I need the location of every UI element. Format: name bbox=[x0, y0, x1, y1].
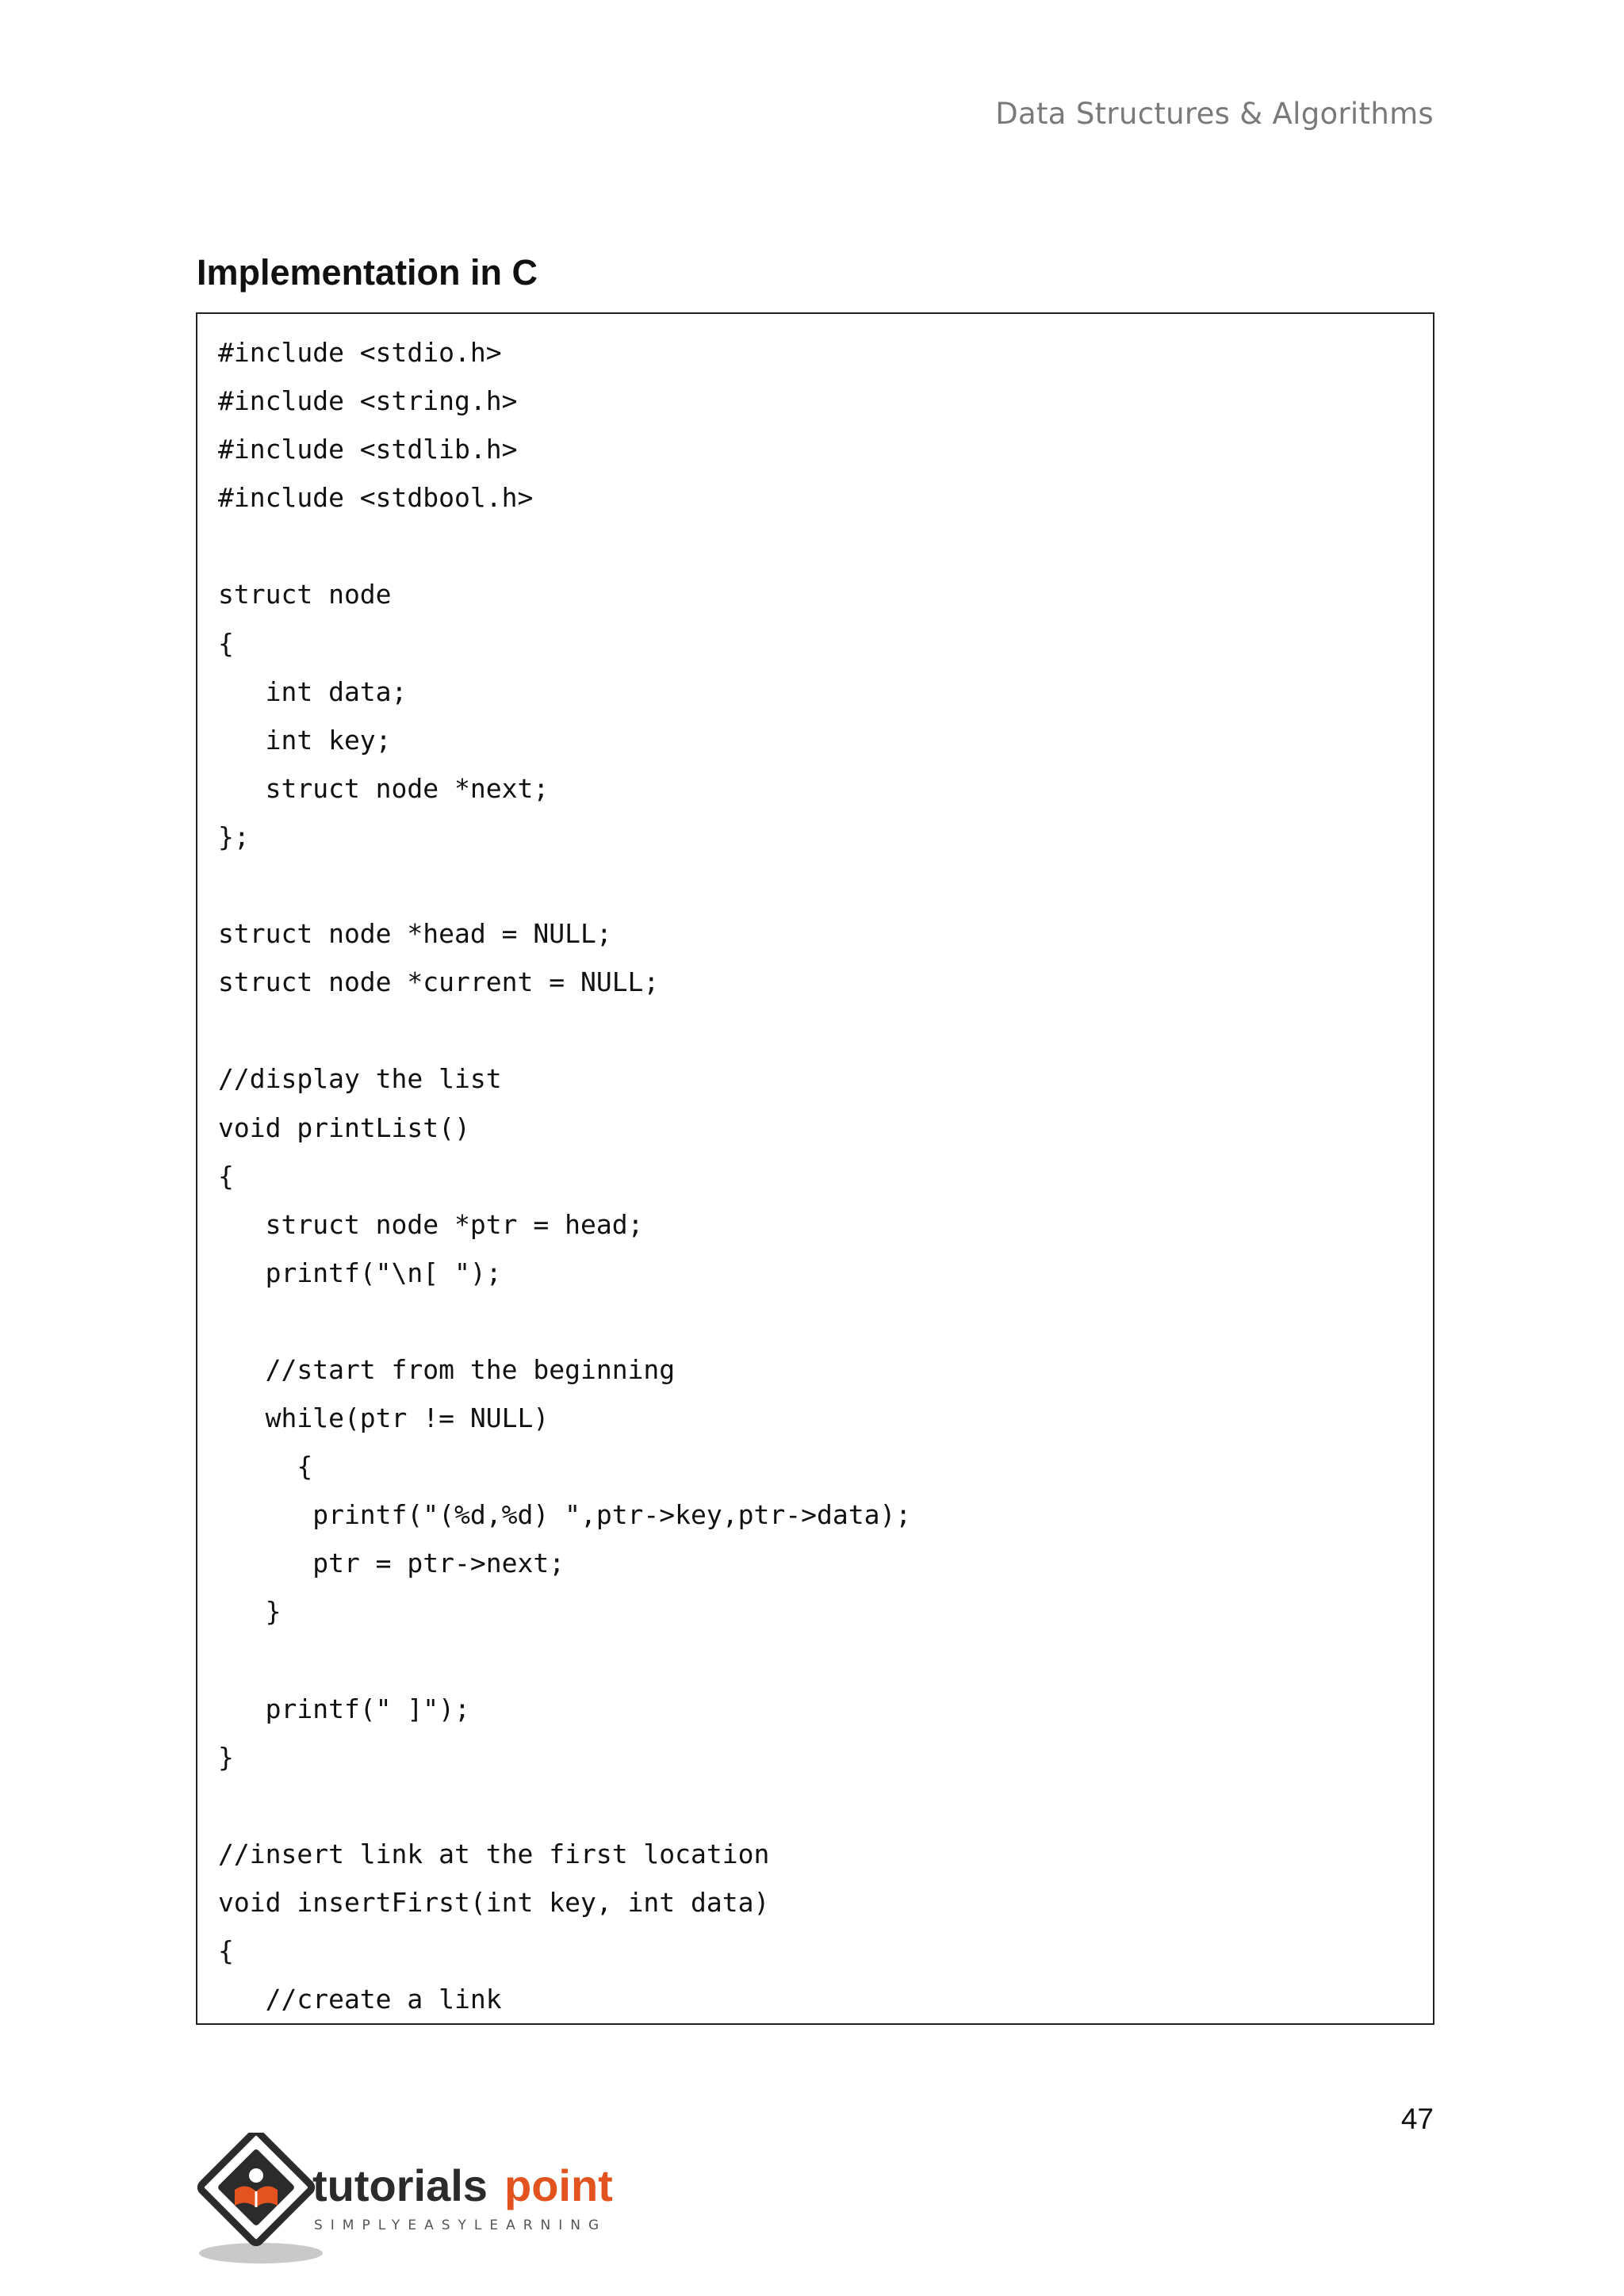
code-line: } bbox=[218, 1596, 282, 1628]
code-line: void insertFirst(int key, int data) bbox=[218, 1887, 770, 1918]
code-line: struct node *head = NULL; bbox=[218, 918, 612, 950]
logo-tagline: SIMPLYEASYLEARNING bbox=[314, 2218, 607, 2233]
code-line: //display the list bbox=[218, 1063, 502, 1095]
code-line: #include <stdio.h> bbox=[218, 337, 502, 368]
code-line: printf("\n[ "); bbox=[218, 1257, 502, 1288]
code-line: while(ptr != NULL) bbox=[218, 1402, 550, 1434]
code-line: { bbox=[218, 1451, 313, 1483]
code-line: struct node *current = NULL; bbox=[218, 966, 660, 998]
code-line: #include <stdbool.h> bbox=[218, 482, 534, 514]
tutorialspoint-logo bbox=[193, 2133, 638, 2267]
code-line: void printList() bbox=[218, 1112, 470, 1143]
running-header: Data Structures & Algorithms bbox=[995, 97, 1434, 131]
code-line: //start from the beginning bbox=[218, 1353, 676, 1385]
logo-brand-right: point bbox=[504, 2160, 613, 2210]
code-line: int key; bbox=[218, 724, 392, 756]
code-line: struct node *ptr = head; bbox=[218, 1208, 644, 1240]
code-line: //create a link bbox=[218, 1984, 502, 2015]
code-line: //insert link at the first location bbox=[218, 1838, 770, 1869]
logo-shadow bbox=[199, 2243, 323, 2263]
code-line bbox=[218, 522, 1433, 570]
code-block bbox=[196, 312, 1434, 2025]
page-number: 47 bbox=[1400, 2103, 1434, 2135]
code-line: struct node bbox=[218, 579, 392, 610]
code-line: } bbox=[218, 1741, 234, 1773]
code-line: printf("(%d,%d) ",ptr->key,ptr->data); bbox=[218, 1499, 912, 1531]
code-line: #include <string.h> bbox=[218, 385, 518, 417]
code-line bbox=[218, 1781, 1433, 1830]
logo-head-icon bbox=[249, 2168, 263, 2183]
code-line: { bbox=[218, 1935, 234, 1967]
code-line: int data; bbox=[218, 675, 408, 707]
code-line: #include <stdlib.h> bbox=[218, 434, 518, 465]
code-line: ptr = ptr->next; bbox=[218, 1548, 565, 1579]
code-line: printf(" ]"); bbox=[218, 1693, 470, 1724]
code-line bbox=[218, 1297, 1433, 1345]
code-line: { bbox=[218, 1160, 234, 1192]
code-line bbox=[218, 1636, 1433, 1685]
code-line: }; bbox=[218, 821, 250, 852]
code-line bbox=[218, 861, 1433, 909]
section-title: Implementation in C bbox=[197, 252, 538, 293]
code-line: { bbox=[218, 627, 234, 659]
code-line bbox=[218, 1006, 1433, 1054]
logo-brand-left: tutorials bbox=[312, 2160, 488, 2210]
code-line: struct node *next; bbox=[218, 772, 550, 804]
